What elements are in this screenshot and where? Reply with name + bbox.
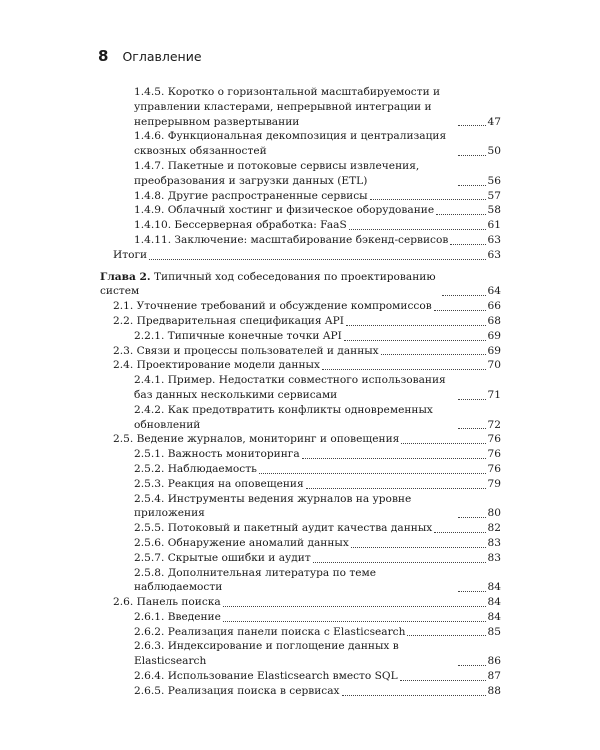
toc-entry-page: 84	[487, 581, 501, 594]
toc-entry-text: 2.6.4. Использование Elasticsearch вместо SQL	[134, 670, 398, 683]
toc-entry-text: 2.4.2. Как предотвратить конфликты одновременных обновлений	[134, 403, 433, 431]
dot-leader	[370, 199, 486, 200]
toc-entry-text: 2.5.8. Дополнительная литература по теме наблюдаемости	[134, 566, 377, 594]
toc-entry	[100, 521, 501, 536]
dot-leader	[259, 473, 486, 474]
toc-entry-text: 2.2.1. Типичные конечные точки API	[134, 329, 342, 342]
toc-entry-text: 2.6. Панель поиска	[113, 596, 221, 609]
dot-leader	[458, 185, 486, 186]
toc-entry-text: 2.5.3. Реакция на оповещения	[134, 477, 304, 490]
dot-leader	[313, 562, 486, 563]
toc-entry-text: 2.5.1. Важность мониторинга	[134, 448, 300, 461]
toc-entry	[100, 159, 501, 189]
toc-entry	[100, 248, 501, 263]
toc-entry-page: 69	[487, 329, 501, 342]
toc-entry-title	[134, 639, 456, 669]
toc-entry-text: 1.4.8. Другие распространенные сервисы	[134, 189, 368, 202]
page-number: 8	[98, 47, 109, 65]
dot-leader	[458, 125, 486, 126]
toc-entry-text: 2.4. Проектирование модели данных	[113, 359, 320, 372]
dot-leader	[458, 155, 486, 156]
toc-entry-title	[113, 299, 432, 314]
toc-entry-title	[113, 248, 147, 263]
toc-entry	[100, 492, 501, 522]
toc-entry-title	[134, 492, 456, 522]
toc-entry-title	[113, 344, 379, 359]
dot-leader	[458, 591, 486, 592]
toc-entry	[100, 129, 501, 159]
toc-entry-title	[134, 551, 311, 566]
toc-entry	[100, 625, 501, 640]
toc-entry	[100, 233, 501, 248]
toc-entry-text: 1.4.5. Коротко о горизонтальной масштабируемости и управлении кластерами, непрерывной интеграции и непрерывном развертывании	[134, 86, 441, 128]
dot-leader	[302, 458, 486, 459]
toc-entry	[100, 403, 501, 433]
toc-entry	[100, 344, 501, 359]
toc-entry-page: 88	[487, 684, 501, 697]
table-of-contents	[100, 85, 501, 699]
toc-entry-page: 50	[487, 145, 501, 158]
toc-entry-title	[134, 625, 405, 640]
toc-entry-text: 2.1. Уточнение требований и обсуждение компромиссов	[113, 300, 432, 313]
toc-entry-page: 76	[487, 462, 501, 475]
toc-entry-text: 2.6.3. Индексирование и поглощение данных в Elasticsearch	[134, 640, 399, 668]
running-head: Оглавление	[122, 49, 202, 64]
toc-entry-title	[134, 218, 347, 233]
toc-entry	[100, 329, 501, 344]
toc-entry-page: 66	[487, 300, 501, 313]
toc-entry-page: 76	[487, 448, 501, 461]
dot-leader	[407, 635, 485, 636]
toc-entry-text: 2.5.4. Инструменты ведения журналов на уровне приложения	[134, 492, 412, 520]
toc-entry-page: 87	[487, 670, 501, 683]
toc-entry	[100, 566, 501, 596]
dot-leader	[346, 325, 486, 326]
dot-leader	[458, 428, 486, 429]
toc-entry-text: 2.5.7. Скрытые ошибки и аудит	[134, 551, 311, 564]
toc-entry-text: 2.3. Связи и процессы пользователей и данных	[113, 344, 379, 357]
toc-entry-title	[134, 477, 304, 492]
dot-leader	[223, 621, 486, 622]
toc-entry-title	[134, 610, 221, 625]
dot-leader	[434, 532, 485, 533]
toc-entry-text: 2.5. Ведение журналов, мониторинг и оповещения	[113, 433, 400, 446]
toc-entry-title	[134, 536, 349, 551]
toc-entry-page: 68	[487, 314, 501, 327]
dot-leader	[351, 547, 486, 548]
toc-entry-page: 86	[487, 655, 501, 668]
toc-entry	[100, 314, 501, 329]
toc-entry-title	[134, 669, 398, 684]
toc-entry-page: 63	[487, 233, 501, 246]
toc-entry-title	[134, 684, 340, 699]
toc-entry-title	[134, 566, 456, 596]
toc-entry	[100, 536, 501, 551]
toc-entry-page: 47	[487, 115, 501, 128]
toc-entry-page: 63	[487, 248, 501, 261]
toc-entry-text: 1.4.11. Заключение: масштабирование бэкенд-сервисов	[134, 233, 449, 246]
toc-entry-title	[113, 358, 320, 373]
toc-entry-page: 61	[487, 219, 501, 232]
toc-entry-title	[134, 447, 300, 462]
toc-entry-title	[134, 159, 456, 189]
toc-entry	[100, 610, 501, 625]
toc-entry-page: 69	[487, 344, 501, 357]
toc-entry-page: 71	[487, 388, 501, 401]
toc-entry	[100, 669, 501, 684]
toc-entry-title	[134, 403, 456, 433]
toc-entry-title	[134, 462, 257, 477]
toc-entry-text: 2.2. Предварительная спецификация API	[113, 314, 344, 327]
toc-entry	[100, 684, 501, 699]
toc-entry-page: 82	[487, 522, 501, 535]
dot-leader	[458, 517, 486, 518]
toc-entry-text: 2.6.5. Реализация поиска в сервисах	[134, 684, 340, 697]
dot-leader	[344, 340, 486, 341]
toc-entry	[100, 218, 501, 233]
toc-entry	[100, 299, 501, 314]
toc-entry	[100, 551, 501, 566]
toc-entry-text: 2.6.1. Введение	[134, 610, 221, 623]
dot-leader	[400, 680, 486, 681]
toc-entry-title	[134, 189, 368, 204]
dot-leader	[342, 695, 486, 696]
toc-entry-page: 83	[487, 551, 501, 564]
toc-entry	[100, 595, 501, 610]
toc-entry	[100, 358, 501, 373]
dot-leader	[458, 399, 486, 400]
toc-entry-text: 2.5.6. Обнаружение аномалий данных	[134, 536, 349, 549]
toc-chapter-entry	[100, 270, 501, 300]
toc-entry-title	[134, 521, 432, 536]
toc-entry-text: 1.4.6. Функциональная декомпозиция и централизация сквозных обязанностей	[134, 130, 447, 158]
dot-leader	[401, 443, 485, 444]
toc-entry-text: 2.5.5. Потоковый и пакетный аудит качества данных	[134, 522, 433, 535]
toc-entry-title	[113, 432, 399, 447]
toc-entry	[100, 373, 501, 403]
toc-entry	[100, 203, 501, 218]
toc-entry-page: 83	[487, 536, 501, 549]
toc-entry-page: 84	[487, 610, 501, 623]
toc-entry-title	[134, 233, 448, 248]
toc-entry-title	[134, 203, 434, 218]
toc-entry-title	[100, 270, 440, 300]
dot-leader	[322, 369, 486, 370]
dot-leader	[442, 295, 486, 296]
toc-entry-page: 58	[487, 204, 501, 217]
toc-entry	[100, 432, 501, 447]
toc-entry-page: 84	[487, 596, 501, 609]
dot-leader	[458, 665, 486, 666]
dot-leader	[149, 259, 485, 260]
toc-entry-page: 70	[487, 359, 501, 372]
toc-entry-title	[113, 314, 344, 329]
toc-entry-text: 1.4.9. Облачный хостинг и физическое оборудование	[134, 204, 435, 217]
toc-entry	[100, 477, 501, 492]
dot-leader	[349, 229, 486, 230]
toc-entry	[100, 462, 501, 477]
toc-entry-text: Типичный ход собеседования по проектированию систем	[100, 270, 436, 298]
toc-entry	[100, 639, 501, 669]
dot-leader	[223, 606, 486, 607]
toc-entry-text: 2.6.2. Реализация панели поиска с Elasticsearch	[134, 625, 406, 638]
chapter-label: Глава 2.	[100, 270, 151, 283]
toc-entry	[100, 85, 501, 129]
toc-entry-page: 72	[487, 418, 501, 431]
toc-entry-page: 76	[487, 433, 501, 446]
dot-leader	[436, 214, 485, 215]
toc-entry-text: 1.4.10. Бессерверная обработка: FaaS	[134, 219, 347, 232]
toc-entry-text: 2.4.1. Пример. Недостатки совместного использования баз данных несколькими сервисами	[134, 374, 446, 401]
toc-entry-text: 2.5.2. Наблюдаемость	[134, 462, 257, 475]
dot-leader	[450, 244, 485, 245]
toc-entry-page: 64	[487, 285, 501, 298]
toc-entry-title	[134, 373, 456, 403]
toc-entry-title	[134, 129, 456, 159]
toc-entry-title	[134, 329, 342, 344]
toc-entry-text: Итоги	[113, 248, 148, 261]
dot-leader	[434, 310, 486, 311]
toc-entry-title	[134, 85, 456, 129]
toc-entry-text: 1.4.7. Пакетные и потоковые сервисы извлечения, преобразования и загрузки данных (ETL)	[134, 159, 420, 187]
toc-entry-page: 57	[487, 189, 501, 202]
toc-entry	[100, 447, 501, 462]
toc-entry-title	[113, 595, 221, 610]
dot-leader	[306, 488, 486, 489]
dot-leader	[381, 354, 486, 355]
page-header	[98, 47, 202, 67]
toc-entry-page: 80	[487, 507, 501, 520]
toc-entry-page: 56	[487, 174, 501, 187]
toc-entry-page: 79	[487, 477, 501, 490]
toc-entry-page: 85	[487, 625, 501, 638]
toc-entry	[100, 189, 501, 204]
